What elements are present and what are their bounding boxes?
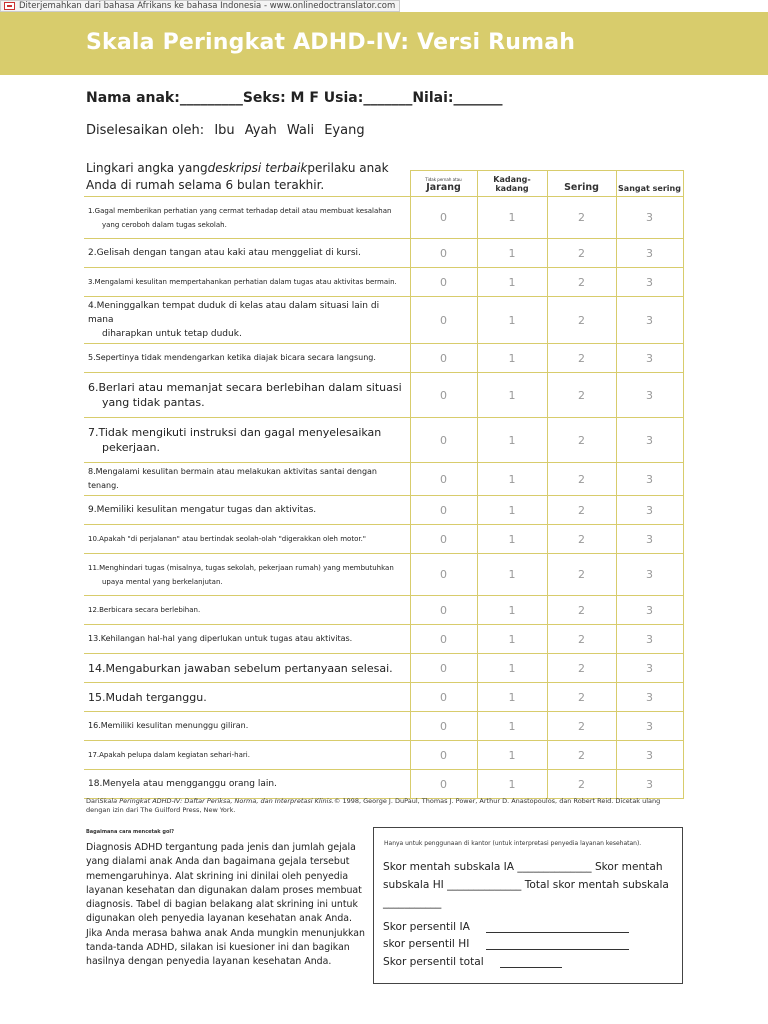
table-row	[84, 239, 683, 268]
item-text: 16.Memiliki kesulitan menunggu giliran.	[84, 712, 410, 741]
score-option-1[interactable]: 1	[477, 625, 547, 654]
office-use-box	[373, 827, 683, 984]
completed-by-label: Diselesaikan oleh:	[86, 123, 205, 138]
item-text: 7.Tidak mengikuti instruksi dan gagal menyelesaikan pekerjaan.	[84, 418, 410, 463]
score-option-1[interactable]: 1	[477, 596, 547, 625]
completed-by-option-father: Ayah	[244, 123, 277, 138]
percentile-hi-row	[383, 938, 469, 950]
office-use-label: Hanya untuk penggunaan di kantor (untuk interpretasi penyedia layanan kesehatan).	[384, 840, 642, 847]
score-option-1[interactable]: 1	[477, 373, 547, 418]
score-option-1[interactable]: 1	[477, 770, 547, 799]
score-option-2[interactable]: 2	[547, 418, 616, 463]
score-option-3[interactable]: 3	[616, 741, 683, 770]
table-row	[84, 654, 683, 683]
col-header-often: Sering	[547, 171, 616, 197]
score-option-3[interactable]: 3	[616, 197, 683, 239]
table-row	[84, 625, 683, 654]
score-option-1[interactable]: 1	[477, 554, 547, 596]
score-option-1[interactable]: 1	[477, 712, 547, 741]
score-option-0[interactable]: 0	[410, 770, 477, 799]
score-option-3[interactable]: 3	[616, 525, 683, 554]
item-text: 17.Apakah pelupa dalam kegiatan sehari-hari.	[84, 741, 410, 770]
percentile-total-row	[383, 956, 484, 968]
score-option-1[interactable]: 1	[477, 344, 547, 373]
score-option-0[interactable]: 0	[410, 463, 477, 496]
score-option-3[interactable]: 3	[616, 770, 683, 799]
percentile-hi-blank[interactable]	[486, 949, 629, 950]
item-text: 13.Kehilangan hal-hal yang diperlukan untuk tugas atau aktivitas.	[84, 625, 410, 654]
score-option-1[interactable]: 1	[477, 297, 547, 344]
table-row	[84, 418, 683, 463]
score-option-0[interactable]: 0	[410, 554, 477, 596]
table-row	[84, 741, 683, 770]
score-option-0[interactable]: 0	[410, 712, 477, 741]
score-option-3[interactable]: 3	[616, 554, 683, 596]
score-option-2[interactable]: 2	[547, 712, 616, 741]
table-header-row	[84, 171, 683, 197]
item-text: 4.Meninggalkan tempat duduk di kelas atau dalam situasi lain di mana diharapkan untuk tetap duduk.	[84, 297, 410, 344]
score-option-3[interactable]: 3	[616, 373, 683, 418]
score-option-3[interactable]: 3	[616, 418, 683, 463]
percentile-ia-label: Skor persentil IA	[383, 921, 470, 933]
score-option-3[interactable]: 3	[616, 297, 683, 344]
completed-by-option-guardian: Wali	[286, 123, 315, 138]
translation-notice[interactable]	[0, 0, 400, 12]
how-to-score-body: Diagnosis ADHD tergantung pada jenis dan jumlah gejala yang dialami anak Anda dan bagaimana gejala tersebut memengaruhinya. Alat skrining ini dinilai oleh penyedia layanan kesehatan dan digunakan dalam proses membuat diagnosis. Tabel di bagian belakang alat skrining ini untuk digunakan oleh penyedia layanan kesehatan anak Anda. Jika Anda merasa bahwa anak Anda mungkin menunjukkan tanda-tanda ADHD, silakan isi kuesioner ini dan bagikan hasilnya dengan penyedia layanan kesehatan Anda.	[86, 842, 365, 968]
score-option-1[interactable]: 1	[477, 463, 547, 496]
score-option-0[interactable]: 0	[410, 625, 477, 654]
score-option-2[interactable]: 2	[547, 373, 616, 418]
item-text: 14.Mengaburkan jawaban sebelum pertanyaan selesai.	[84, 654, 410, 683]
score-option-1[interactable]: 1	[477, 496, 547, 525]
table-row	[84, 554, 683, 596]
score-option-1[interactable]: 1	[477, 197, 547, 239]
score-option-0[interactable]: 0	[410, 197, 477, 239]
pdf-icon	[4, 2, 15, 10]
col-header-rarely: Tidak pernah atau Jarang	[410, 171, 477, 197]
page-title: Skala Peringkat ADHD-IV: Versi Rumah	[86, 30, 576, 55]
score-option-3[interactable]: 3	[616, 596, 683, 625]
table-row	[84, 297, 683, 344]
completed-by-line	[86, 123, 371, 138]
percentile-hi-label: skor persentil HI	[383, 938, 470, 950]
instructions: Lingkari angka yangdeskripsi terbaikperilaku anak Anda di rumah selama 6 bulan terakhir.	[86, 161, 389, 192]
col-header-very-often: Sangat sering	[616, 171, 683, 197]
score-option-2[interactable]: 2	[547, 741, 616, 770]
score-option-2[interactable]: 2	[547, 525, 616, 554]
table-row	[84, 268, 683, 297]
score-option-0[interactable]: 0	[410, 683, 477, 712]
percentile-total-label: Skor persentil total	[383, 956, 484, 968]
score-option-2[interactable]: 2	[547, 344, 616, 373]
score-option-3[interactable]: 3	[616, 654, 683, 683]
item-text: 11.Menghindari tugas (misalnya, tugas sekolah, pekerjaan rumah) yang membutuhkan upaya mental yang berkelanjutan.	[84, 554, 410, 596]
item-text: 2.Gelisah dengan tangan atau kaki atau menggeliat di kursi.	[84, 239, 410, 268]
table-row	[84, 525, 683, 554]
translation-notice-text: Diterjemahkan dari bahasa Afrikans ke bahasa Indonesia - www.onlinedoctranslator.com	[19, 1, 396, 11]
score-option-0[interactable]: 0	[410, 596, 477, 625]
score-option-1[interactable]: 1	[477, 418, 547, 463]
child-info-line: Nama anak:_________Seks: M F Usia:_______Nilai:_______	[86, 90, 503, 106]
score-option-0[interactable]: 0	[410, 344, 477, 373]
item-text: 18.Menyela atau mengganggu orang lain.	[84, 770, 410, 799]
raw-scores-text: Skor mentah subskala IA ______________ Skor mentah subskala HI ______________ Total skor mentah subskala ___________	[383, 861, 669, 909]
score-option-3[interactable]: 3	[616, 268, 683, 297]
item-text: 10.Apakah "di perjalanan" atau bertindak seolah-olah "digerakkan oleh motor."	[84, 525, 410, 554]
table-row	[84, 770, 683, 799]
score-option-1[interactable]: 1	[477, 239, 547, 268]
score-option-1[interactable]: 1	[477, 683, 547, 712]
score-option-0[interactable]: 0	[410, 418, 477, 463]
score-option-3[interactable]: 3	[616, 625, 683, 654]
item-text: 1.Gagal memberikan perhatian yang cermat terhadap detail atau membuat kesalahan yang ceroboh dalam tugas sekolah.	[84, 197, 410, 239]
score-option-0[interactable]: 0	[410, 654, 477, 683]
score-option-2[interactable]: 2	[547, 197, 616, 239]
percentile-ia-blank[interactable]	[486, 932, 629, 933]
score-option-3[interactable]: 3	[616, 683, 683, 712]
title-banner	[0, 12, 768, 75]
score-option-3[interactable]: 3	[616, 463, 683, 496]
score-option-2[interactable]: 2	[547, 297, 616, 344]
item-text: 5.Sepertinya tidak mendengarkan ketika diajak bicara secara langsung.	[84, 344, 410, 373]
score-option-2[interactable]: 2	[547, 268, 616, 297]
score-option-0[interactable]: 0	[410, 496, 477, 525]
score-option-0[interactable]: 0	[410, 297, 477, 344]
score-option-3[interactable]: 3	[616, 712, 683, 741]
score-option-2[interactable]: 2	[547, 654, 616, 683]
table-row	[84, 373, 683, 418]
score-option-2[interactable]: 2	[547, 683, 616, 712]
table-row	[84, 496, 683, 525]
score-option-2[interactable]: 2	[547, 625, 616, 654]
score-option-2[interactable]: 2	[547, 770, 616, 799]
citation: DariSkala Peringkat ADHD-IV: Daftar Periksa, Norma, dan Interpretasi Klinis.© 1998, George J. DuPaul, Thomas J. Power, Arthur D. Anastopoulos, dan Robert Reid. Dicetak ulang dengan izin dari The Guilford Press, New York.	[86, 797, 661, 814]
score-option-0[interactable]: 0	[410, 268, 477, 297]
score-option-0[interactable]: 0	[410, 525, 477, 554]
completed-by-option-mother: Ibu	[214, 123, 235, 138]
table-row	[84, 712, 683, 741]
score-option-3[interactable]: 3	[616, 496, 683, 525]
instructions-emphasis: deskripsi terbaik	[207, 161, 308, 175]
table-row	[84, 197, 683, 239]
score-option-1[interactable]: 1	[477, 741, 547, 770]
item-text: 9.Memiliki kesulitan mengatur tugas dan aktivitas.	[84, 496, 410, 525]
score-option-1[interactable]: 1	[477, 654, 547, 683]
score-option-2[interactable]: 2	[547, 596, 616, 625]
table-row	[84, 463, 683, 496]
score-option-1[interactable]: 1	[477, 525, 547, 554]
score-option-2[interactable]: 2	[547, 496, 616, 525]
item-text: 6.Berlari atau memanjat secara berlebihan dalam situasi yang tidak pantas.	[84, 373, 410, 418]
score-option-3[interactable]: 3	[616, 344, 683, 373]
score-option-2[interactable]: 2	[547, 239, 616, 268]
item-text: 15.Mudah terganggu.	[84, 683, 410, 712]
how-to-score-title: Bagaimana cara mencetak gol?	[86, 829, 175, 835]
score-option-2[interactable]: 2	[547, 554, 616, 596]
col-header-sometimes: Kadang-kadang	[477, 171, 547, 197]
table-row	[84, 683, 683, 712]
item-text: 12.Berbicara secara berlebihan.	[84, 596, 410, 625]
item-text: 3.Mengalami kesulitan mempertahankan perhatian dalam tugas atau aktivitas bermain.	[84, 268, 410, 297]
score-option-0[interactable]: 0	[410, 741, 477, 770]
percentile-total-blank[interactable]	[500, 967, 562, 968]
table-row	[84, 596, 683, 625]
percentile-ia-row	[383, 921, 470, 933]
item-text: 8.Mengalami kesulitan bermain atau melakukan aktivitas santai dengan tenang.	[84, 463, 410, 496]
score-option-2[interactable]: 2	[547, 463, 616, 496]
rating-table	[84, 170, 684, 799]
score-option-0[interactable]: 0	[410, 373, 477, 418]
completed-by-option-grandparent: Eyang	[324, 123, 365, 138]
score-option-0[interactable]: 0	[410, 239, 477, 268]
score-option-3[interactable]: 3	[616, 239, 683, 268]
table-row	[84, 344, 683, 373]
score-option-1[interactable]: 1	[477, 268, 547, 297]
